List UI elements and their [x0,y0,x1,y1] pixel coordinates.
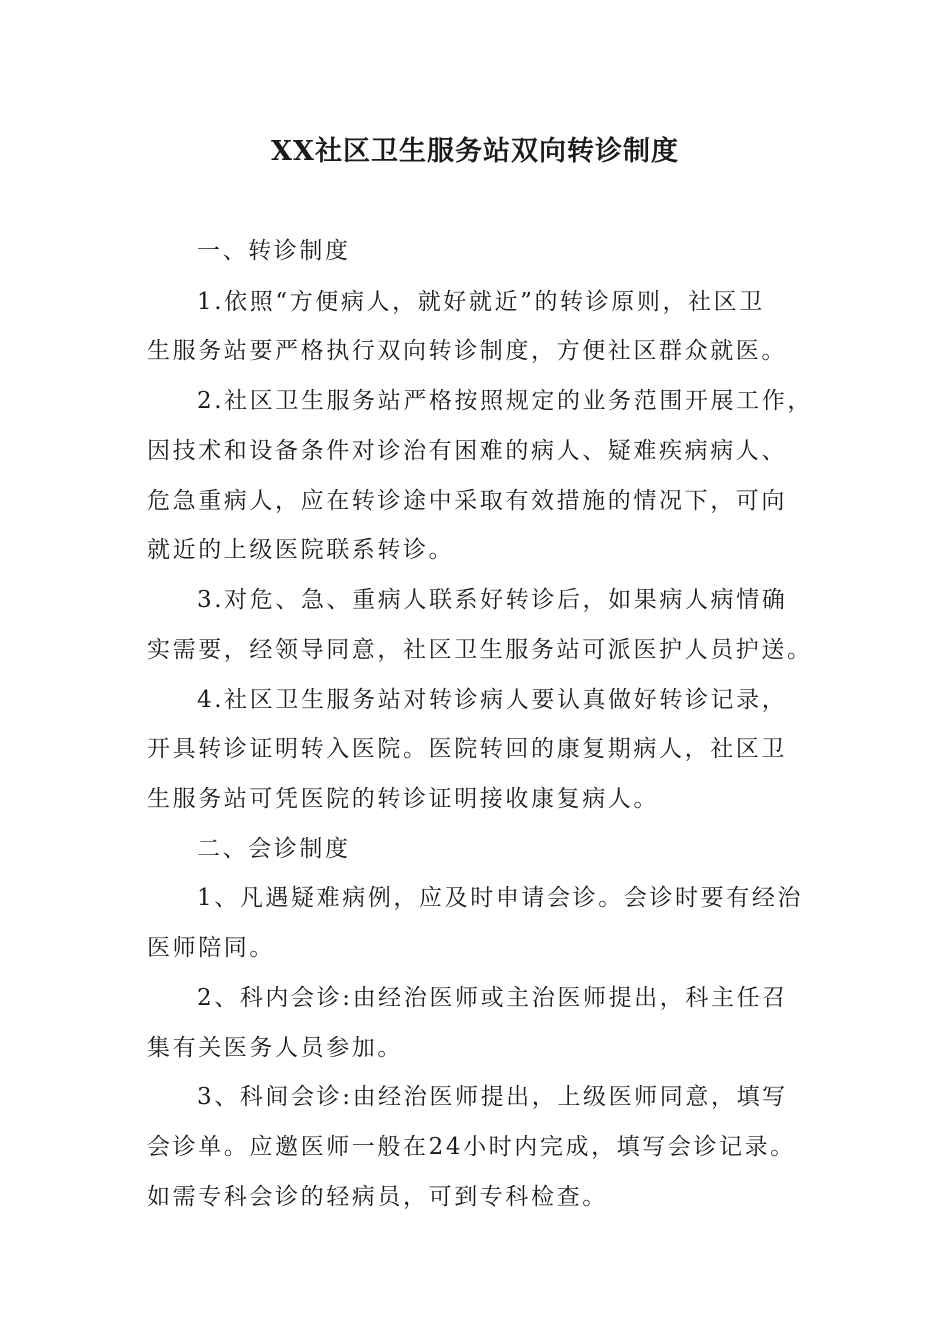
section-heading-consultation: 二、会诊制度 [197,836,351,862]
section-heading-referral: 一、转诊制度 [197,238,351,264]
paragraph-line: 4.社区卫生服务站对转诊病人要认真做好转诊记录， [197,687,788,713]
paragraph-line: 就近的上级医院联系转诊。 [147,537,455,563]
paragraph-line: 生服务站可凭医院的转诊证明接收康复病人。 [147,786,659,812]
paragraph-line: 生服务站要严格执行双向转诊制度，方便社区群众就医。 [147,338,787,364]
paragraph-line: 实需要，经领导同意，社区卫生服务站可派医护人员护送。 [147,637,813,663]
paragraph-line: 1、凡遇疑难病例，应及时申请会诊。会诊时要有经治 [197,885,804,911]
paragraph-line: 3.对危、急、重病人联系好转诊后，如果病人病情确 [197,587,788,613]
paragraph-line: 会诊单。应邀医师一般在24小时内完成，填写会诊记录。 [147,1134,796,1160]
paragraph-line: 因技术和设备条件对诊治有困难的病人、疑难疾病病人、 [147,438,787,464]
paragraph-line: 如需专科会诊的轻病员，可到专科检查。 [147,1184,608,1210]
paragraph-line: 危急重病人，应在转诊途中采取有效措施的情况下，可向 [147,488,787,514]
paragraph-line: 1.依照“方便病人，就好就近”的转诊原则，社区卫 [197,289,765,315]
paragraph-line: 医师陪同。 [147,935,275,961]
paragraph-line: 2、科内会诊:由经治医师或主治医师提出，科主任召 [197,985,788,1011]
paragraph-line: 开具转诊证明转入医院。医院转回的康复期病人，社区卫 [147,736,787,762]
paragraph-line: 3、科间会诊:由经治医师提出，上级医师同意，填写 [197,1084,788,1110]
paragraph-line: 2.社区卫生服务站严格按照规定的业务范围开展工作， [197,388,813,414]
paragraph-line: 集有关医务人员参加。 [147,1035,403,1061]
document-title: XX社区卫生服务站双向转诊制度 [271,136,679,167]
